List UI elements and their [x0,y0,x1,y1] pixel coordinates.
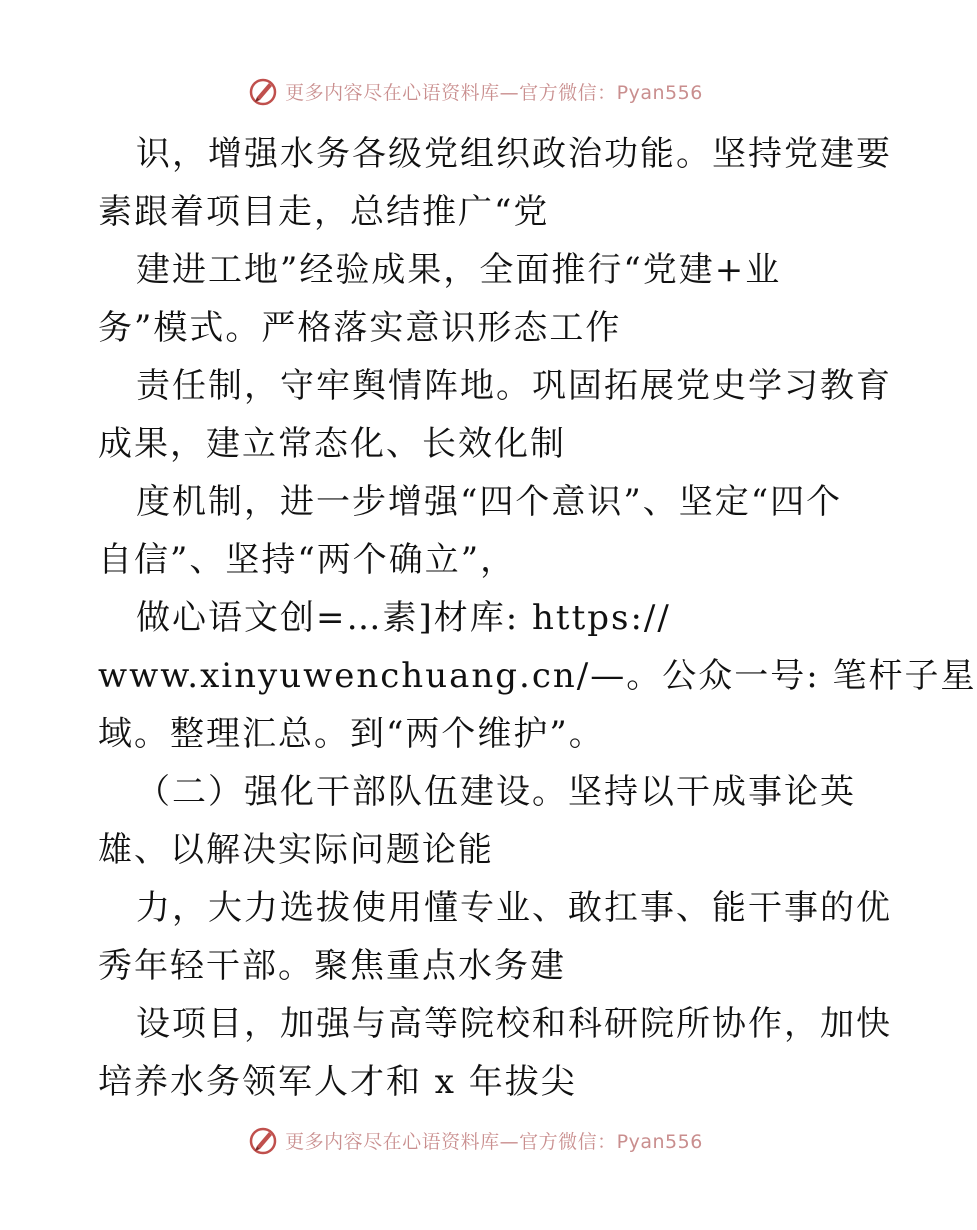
text-line: 素跟着项目走，总结推广“党 [98,192,550,232]
watermark-text: 更多内容尽在心语资料库—官方微信：Pyan556 [285,1130,703,1153]
document-body [98,125,977,1111]
watermark-text: 更多内容尽在心语资料库—官方微信：Pyan556 [285,81,703,104]
text-line: 责任制，守牢舆情阵地。巩固拓展党史学习教育 [136,366,892,406]
pen-logo-icon [247,75,279,107]
text-line: 培养水务领军人才和 x 年拔尖 [98,1062,577,1102]
text-line: （二）强化干部队伍建设。坚持以干成事论英 [136,772,856,812]
text-line: 做心语文创=…素]材库: https:// [136,598,671,638]
text-line: 力，大力选拔使用懂专业、敢扛事、能干事的优 [136,888,892,928]
pen-logo-icon [247,1124,279,1156]
text-line: 秀年轻干部。聚焦重点水务建 [98,946,566,986]
text-line: 度机制，进一步增强“四个意识”、坚定“四个 [136,482,843,522]
text-line: 自信”、坚持“两个确立”， [98,540,517,580]
text-line: 成果，建立常态化、长效化制 [98,424,566,464]
text-line: www.xinyuwenchuang.cn/—。公众一号: 笔杆子星 [98,656,977,696]
footer-watermark [0,1120,950,1160]
text-line: 域。整理汇总。到“两个维护”。 [98,714,605,754]
text-line: 雄、以解决实际问题论能 [98,830,494,870]
text-line: 建进工地”经验成果，全面推行“党建+业 [136,250,782,290]
text-line: 设项目，加强与高等院校和科研院所协作，加快 [136,1004,892,1044]
text-line: 识，增强水务各级党组织政治功能。坚持党建要 [136,134,892,174]
header-watermark [0,71,950,111]
text-line: 务”模式。严格落实意识形态工作 [98,308,622,348]
